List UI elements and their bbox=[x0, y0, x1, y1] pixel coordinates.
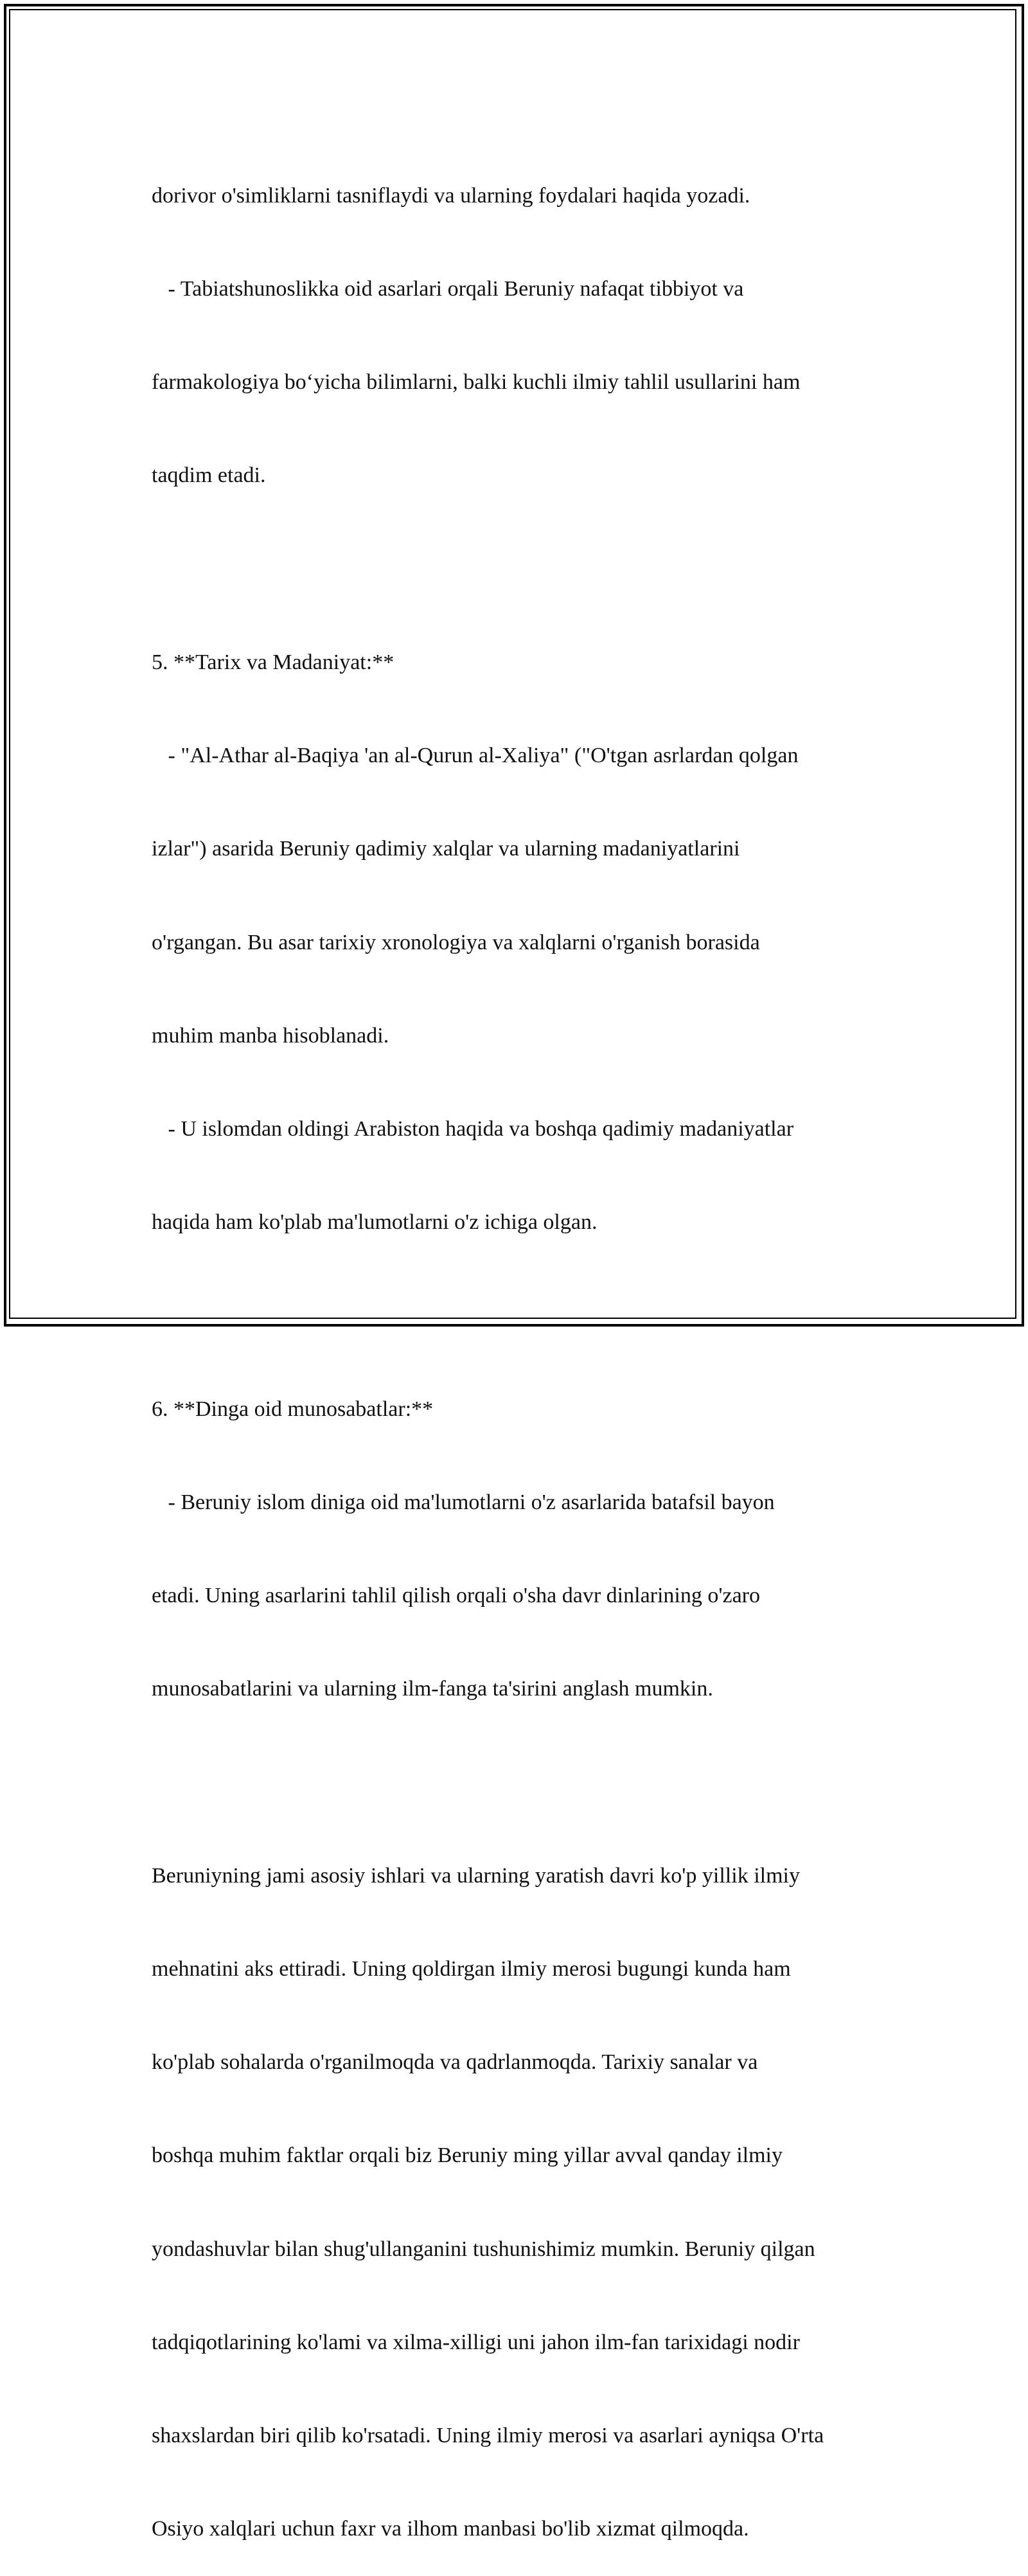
text-line: muhim manba hisoblanadi. bbox=[152, 1023, 389, 1048]
blank-line bbox=[152, 554, 884, 585]
document-body bbox=[152, 118, 884, 2576]
text-line: - Beruniy islom diniga oid ma'lumotlarni o'z asarlarida batafsil bayon bbox=[152, 1490, 775, 1514]
text-line: haqida ham ko'plab ma'lumotlarni o'z ichiga olgan. bbox=[152, 1210, 598, 1235]
text-line: dorivor o'simliklarni tasniflaydi va ularning foydalari haqida yozadi. bbox=[152, 183, 750, 208]
section-heading: 6. **Dinga oid munosabatlar:** bbox=[152, 1397, 434, 1421]
text-line: taqdim etadi. bbox=[152, 463, 266, 488]
text-line: mehnatini aks ettiradi. Uning qoldirgan ilmiy merosi bugungi kunda ham bbox=[152, 1956, 791, 1981]
section-heading: 5. **Tarix va Madaniyat:** bbox=[152, 650, 394, 674]
text-line: munosabatlarini va ularning ilm-fanga ta'sirini anglash mumkin. bbox=[152, 1677, 713, 1701]
blank-line bbox=[152, 1767, 884, 1798]
text-line: Beruniyning jami asosiy ishlari va ularning yaratish davri ko'p yillik ilmiy bbox=[152, 1863, 800, 1888]
text-line: o'rgangan. Bu asar tarixiy xronologiya va xalqlarni o'rganish borasida bbox=[152, 930, 760, 954]
text-line: - "Al-Athar al-Baqiya 'an al-Qurun al-Xaliya" ("O'tgan asrlardan qolgan bbox=[152, 744, 799, 768]
text-line: - Tabiatshunoslikka oid asarlari orqali Beruniy nafaqat tibbiyot va bbox=[152, 277, 744, 301]
text-line: ko'plab sohalarda o'rganilmoqda va qadrlanmoqda. Tarixiy sanalar va bbox=[152, 2050, 758, 2075]
text-line: izlar") asarida Beruniy qadimiy xalqlar va ularning madaniyatlarini bbox=[152, 837, 740, 861]
text-line: Osiyo xalqlari uchun faxr va ilhom manbasi bo'lib xizmat qilmoqda. bbox=[152, 2517, 749, 2541]
blank-line bbox=[152, 1300, 884, 1331]
text-line: shaxslardan biri qilib ko'rsatadi. Uning ilmiy merosi va asarlari ayniqsa O'rta bbox=[152, 2424, 824, 2448]
text-line: yondashuvlar bilan shug'ullanganini tushunishimiz mumkin. Beruniy qilgan bbox=[152, 2237, 815, 2261]
text-line: farmakologiya bo‘yicha bilimlarni, balki kuchli ilmiy tahlil usullarini ham bbox=[152, 370, 801, 395]
text-line: boshqa muhim faktlar orqali biz Beruniy ming yillar avval qanday ilmiy bbox=[152, 2143, 783, 2168]
text-line: tadqiqotlarining ko'lami va xilma-xilligi uni jahon ilm-fan tarixidagi nodir bbox=[152, 2330, 800, 2354]
text-line: - U islomdan oldingi Arabiston haqida va boshqa qadimiy madaniyatlar bbox=[152, 1116, 794, 1141]
text-line: etadi. Uning asarlarini tahlil qilish orqali o'sha davr dinlarining o'zaro bbox=[152, 1584, 761, 1608]
